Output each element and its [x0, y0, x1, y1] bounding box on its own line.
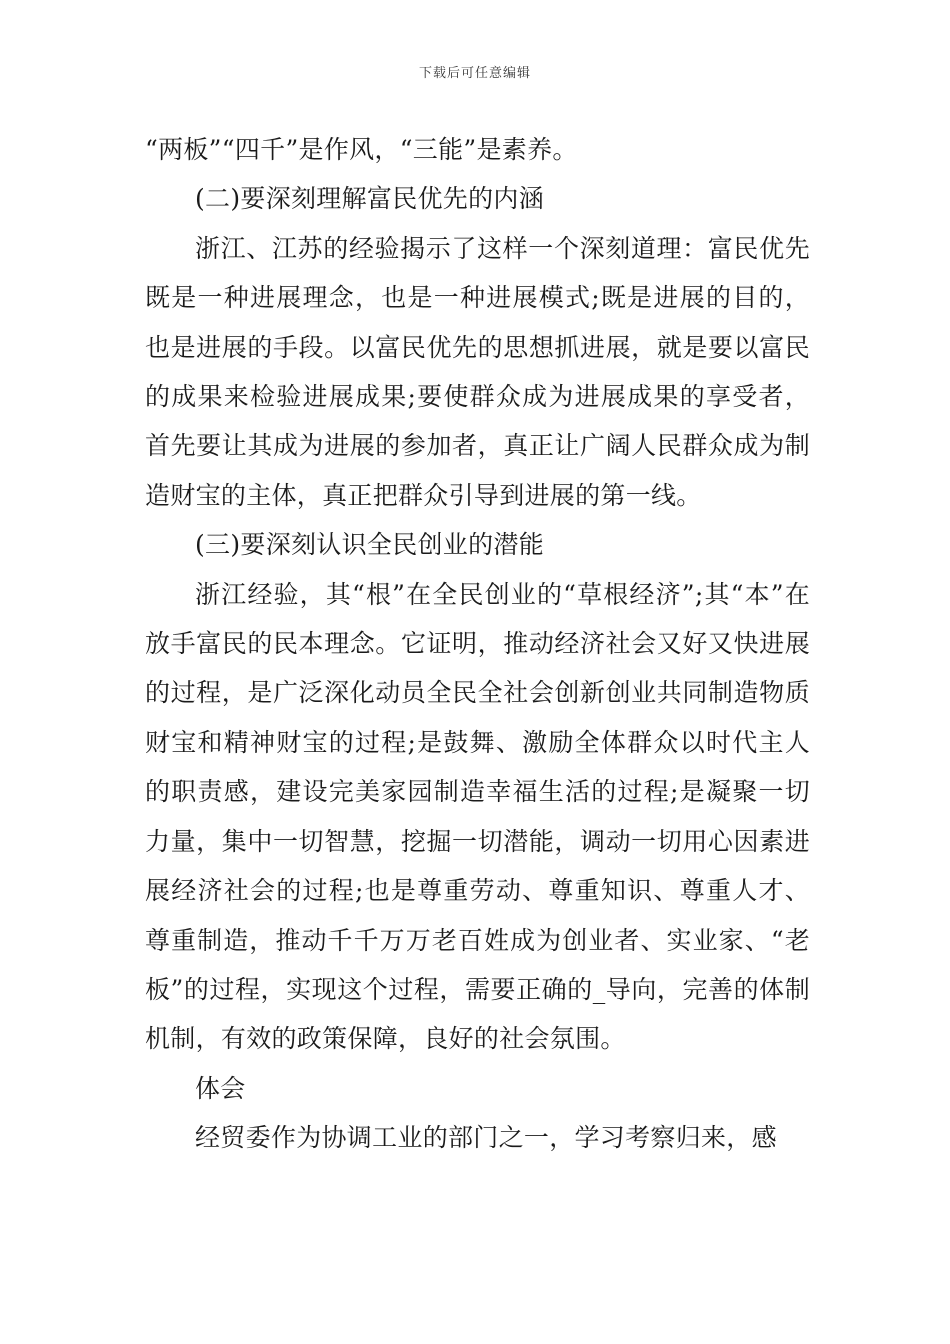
paragraph-intro-line: “两板”“四千”是作风，“三能”是素养。 — [145, 135, 578, 164]
paragraph-body: 浙江、江苏的经验揭示了这样一个深刻道理：富民优先既是一种进展理念，也是一种进展模式;既是进展的目的，也是进展的手段。以富民优先的思想抓进展，就是要以富民的成果来检验进展成果;要使群众成为进展成果的享受者，首先要让其成为进展的参加者，真正让广阔人民群众成为制造财宝的主体，真正把群众引导到进展的第一线。 — [145, 233, 810, 510]
page-header: 下载后可任意编辑 — [418, 66, 531, 81]
section-heading-experience: 体会 — [195, 1073, 246, 1103]
section-heading-2: (二)要深刻理解富民优先的内涵 — [195, 184, 545, 214]
paragraph-body: 经贸委作为协调工业的部门之一，学习考察归来，感 — [195, 1123, 777, 1153]
document-body — [145, 125, 810, 1163]
section-heading-3: (三)要深刻认识全民创业的潜能 — [195, 530, 545, 560]
paragraph-body: 浙江经验，其“根”在全民创业的“草根经济”;其“本”在放手富民的民本理念。它证明，推动经济社会又好又快进展的过程，是广泛深化动员全民全社会创新创业共同制造物质财宝和精神财宝的过程;是鼓舞、激励全体群众以时代主人的职责感，建设完美家园制造幸福生活的过程;是凝聚一切力量，集中一切智慧，挖掘一切潜能，调动一切用心因素进展经济社会的过程;也是尊重劳动、尊重知识、尊重人才、尊重制造，推动千千万万老百姓成为创业者、实业家、“老板”的过程，实现这个过程，需要正确的_导向，完善的体制机制，有效的政策保障，良好的社会氛围。 — [145, 579, 810, 1054]
